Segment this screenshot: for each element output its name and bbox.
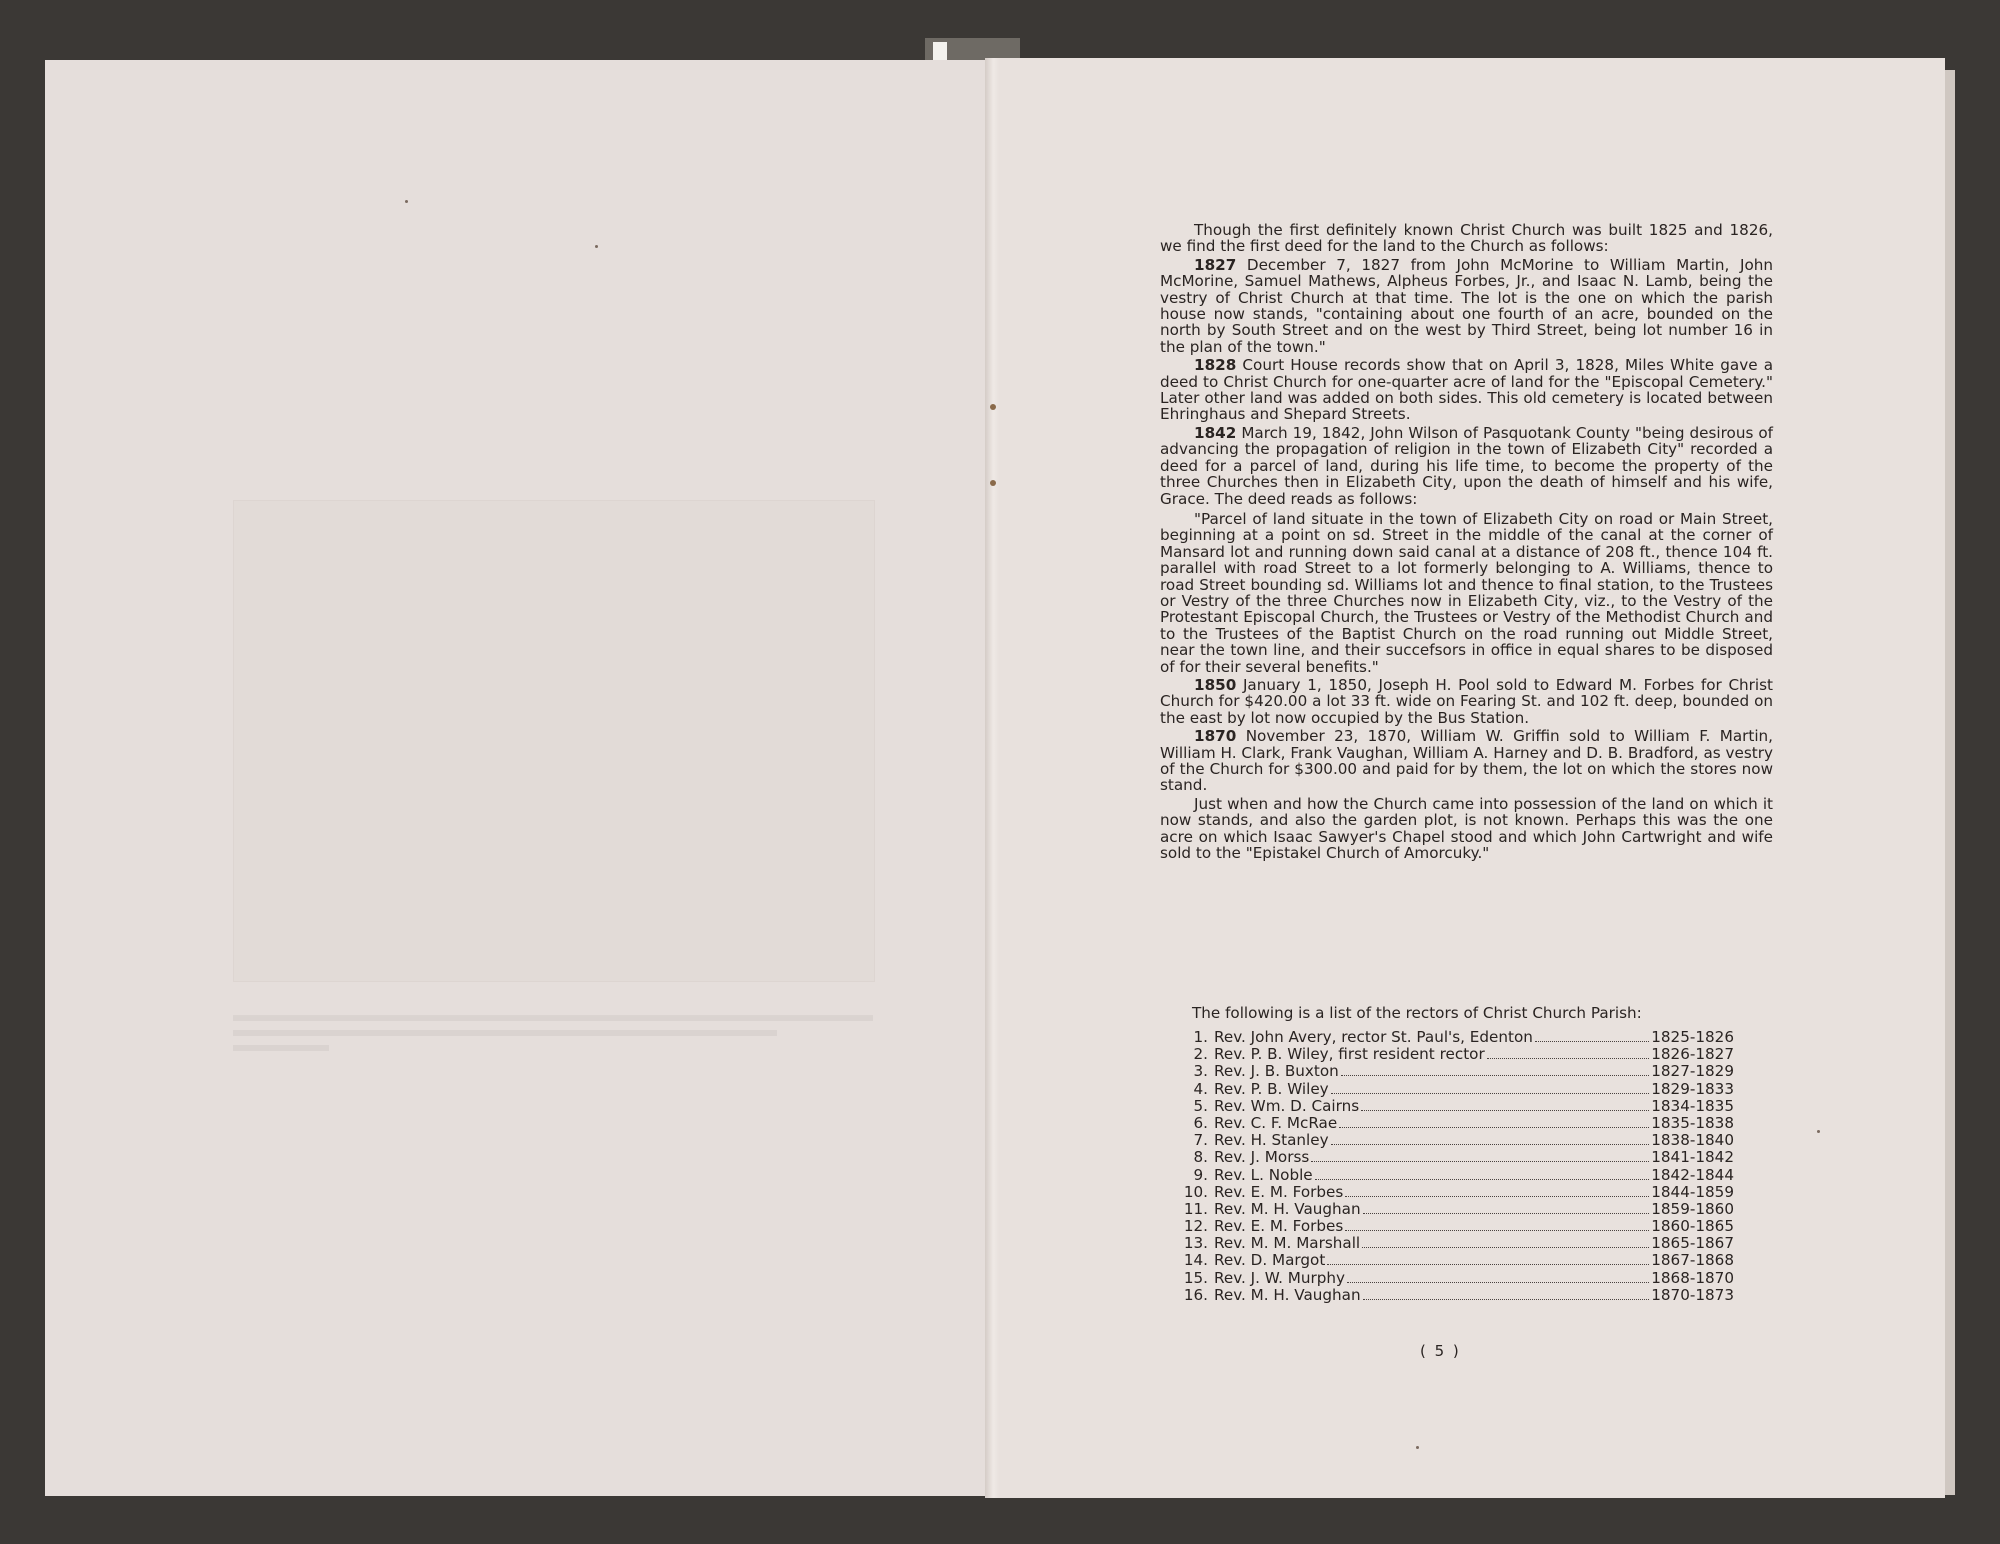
rector-years: 1844-1859 [1651,1182,1734,1201]
rector-years: 1870-1873 [1651,1285,1734,1304]
dot-leader [1363,1213,1650,1214]
entry-text: Court House records show that on April 3, 1828, Miles White gave a deed to Christ Church for one-quarter acre of land for the "Episcopal Cemetery." Later other land was added on both sides. This old cemetery is located between Ehringhaus and Shepard Streets. [1160,356,1773,424]
rector-years: 1868-1870 [1651,1268,1734,1287]
rector-row [1182,1080,1734,1097]
page-number: ( 5 ) [1420,1342,1461,1360]
rector-years: 1827-1829 [1651,1062,1734,1081]
entry-text: January 1, 1850, Joseph H. Pool sold to Edward M. Forbes for Christ Church for $420.00 a lot 33 ft. wide on Fearing St. and 102 ft. deep, bounded on the east by lot now occupied by the Bus Station. [1160,675,1774,727]
entry-1870 [1160,728,1773,794]
rector-row [1182,1183,1734,1200]
paper-speck [1817,1130,1820,1133]
binding-stitch [990,404,996,410]
rector-years: 1865-1867 [1651,1234,1734,1253]
paper-speck [1416,1446,1419,1449]
rector-name: Rev. John Avery, rector St. Paul's, Edenton [1214,1028,1533,1046]
rector-row [1182,1269,1734,1286]
rector-number: 11. [1183,1199,1208,1218]
rector-years: 1829-1833 [1651,1079,1734,1098]
dot-leader [1341,1075,1649,1076]
binding-stitch [990,480,996,486]
rector-number: 4. [1193,1079,1208,1098]
entry-text: March 19, 1842, John Wilson of Pasquotank County "being desirous of advancing the propagation of religion in the town of Elizabeth City" recorded a deed for a parcel of land, during his life time, to become the property of the three Churches then in Elizabeth City, upon the death of himself and his wife, Grace. The deed reads as follows: [1160,423,1774,508]
entry-text: December 7, 1827 from John McMorine to William Martin, John McMorine, Samuel Mathews, Alpheus Forbes, Jr., and Isaac N. Lamb, being the vestry of Christ Church at that time. The lot is the one on which the parish house now stands, "containing about one fourth of an acre, bounded on the north by South Street and on the west by Third Street, being lot number 16 in the plan of the town." [1160,255,1774,356]
rector-number: 6. [1193,1113,1208,1132]
entry-year: 1842 [1194,423,1237,442]
entry-year: 1850 [1194,675,1237,694]
bleed-through-caption [233,1015,873,1055]
entry-year: 1828 [1194,356,1237,375]
rector-row [1182,1234,1734,1251]
rector-number: 1. [1193,1028,1208,1046]
rector-name: Rev. E. M. Forbes [1214,1217,1344,1236]
rector-number: 7. [1193,1131,1208,1150]
dot-leader [1363,1299,1650,1300]
rector-row [1182,1062,1734,1079]
rector-row [1182,1028,1734,1045]
rector-row [1182,1097,1734,1114]
rector-name: Rev. M. M. Marshall [1214,1234,1361,1253]
rector-number: 5. [1193,1096,1208,1115]
rector-number: 15. [1183,1268,1208,1287]
closing-paragraph: Just when and how the Church came into possession of the land on which it now stands, and also the garden plot, is not known. Perhaps this was the one acre on which Isaac Sawyer's Chapel stood and which John Cartwright and wife sold to the "Epistakel Church of Amorcuky." [1160,794,1773,863]
rector-number: 8. [1193,1148,1208,1167]
paper-speck [595,245,598,248]
rector-row [1182,1114,1734,1131]
dot-leader [1331,1144,1650,1145]
rector-row [1182,1286,1734,1303]
rector-number: 10. [1183,1182,1208,1201]
dot-leader [1345,1230,1649,1231]
dot-leader [1347,1282,1649,1283]
rector-row [1182,1148,1734,1165]
entry-year: 1870 [1194,727,1237,746]
entry-text: November 23, 1870, William W. Griffin sold to William F. Martin, William H. Clark, Frank Vaughan, William A. Harney and D. B. Bradford, as vestry of the Church for $300.00 and paid for by them, the lot on which the stores now stand. [1160,727,1773,795]
rector-years: 1842-1844 [1651,1165,1734,1184]
rector-name: Rev. J. B. Buxton [1214,1062,1339,1081]
deed-quote: "Parcel of land situate in the town of Elizabeth City on road or Main Street, beginning at a point on sd. Street in the middle of the canal at the corner of Mansard lot and running down said canal at a distance of 208 ft., thence 104 ft. parallel with road Street to a lot formerly belonging to A. Williams, thence to road Street bounding sd. Williams lot and thence to final station, to the Trustees or Vestry of the three Churches now in Elizabeth City, viz., to the Vestry of the Protestant Episcopal Church, the Trustees or Vestry of the Methodist Church and to the Trustees of the Baptist Church on the road running out Middle Street, near the town line, and their succefsors in office in equal shares to be disposed of for their several benefits." [1160,509,1773,676]
rector-name: Rev. L. Noble [1214,1165,1313,1184]
dot-leader [1535,1041,1649,1042]
rector-number: 16. [1183,1285,1208,1304]
rector-name: Rev. D. Margot [1214,1251,1326,1270]
rector-row [1182,1200,1734,1217]
history-text [1160,222,1773,863]
rector-name: Rev. C. F. McRae [1214,1113,1338,1132]
rector-years: 1867-1868 [1651,1251,1734,1270]
entry-year: 1827 [1194,255,1237,274]
dot-leader [1311,1161,1649,1162]
dot-leader [1345,1196,1649,1197]
rector-number: 2. [1193,1045,1208,1064]
book-gutter [985,58,999,1498]
rector-row [1182,1166,1734,1183]
rector-years: 1825-1826 [1651,1028,1734,1046]
rector-row [1182,1131,1734,1148]
rector-row [1182,1217,1734,1234]
rector-number: 3. [1193,1062,1208,1081]
rector-number: 14. [1183,1251,1208,1270]
rector-row [1182,1251,1734,1268]
rector-years: 1860-1865 [1651,1217,1734,1236]
rector-name: Rev. H. Stanley [1214,1131,1329,1150]
rector-name: Rev. M. H. Vaughan [1214,1285,1361,1304]
entry-1827 [1160,257,1773,355]
rector-name: Rev. Wm. D. Cairns [1214,1096,1360,1115]
rector-name: Rev. J. W. Murphy [1214,1268,1345,1287]
dot-leader [1339,1127,1649,1128]
rector-list [1182,1028,1734,1303]
rector-years: 1834-1835 [1651,1096,1734,1115]
rector-name: Rev. E. M. Forbes [1214,1182,1344,1201]
dot-leader [1331,1093,1650,1094]
dot-leader [1327,1264,1649,1265]
rector-name: Rev. P. B. Wiley [1214,1079,1329,1098]
entry-1828 [1160,357,1773,423]
tab-marker-white [933,42,947,60]
dot-leader [1361,1110,1649,1111]
dot-leader [1487,1058,1650,1059]
rector-years: 1841-1842 [1651,1148,1734,1167]
rector-name: Rev. P. B. Wiley, first resident rector [1214,1045,1485,1064]
rector-years: 1826-1827 [1651,1045,1734,1064]
rector-years: 1859-1860 [1651,1199,1734,1218]
paper-speck [405,200,408,203]
bleed-through-photo [233,500,875,982]
intro-paragraph: Though the first definitely known Christ Church was built 1825 and 1826, we find the first deed for the land to the Church as follows: [1160,221,1773,256]
rector-years: 1835-1838 [1651,1113,1734,1132]
rector-number: 9. [1193,1165,1208,1184]
entry-1850 [1160,677,1773,726]
rector-row [1182,1045,1734,1062]
dot-leader [1315,1179,1650,1180]
rector-list-intro: The following is a list of the rectors of Christ Church Parish: [1192,1004,1642,1022]
rector-years: 1838-1840 [1651,1131,1734,1150]
rector-name: Rev. J. Morss [1214,1148,1310,1167]
rector-number: 12. [1183,1217,1208,1236]
entry-1842 [1160,425,1773,507]
rector-number: 13. [1183,1234,1208,1253]
dot-leader [1362,1247,1649,1248]
page-stack-edge [1945,70,1955,1495]
rector-name: Rev. M. H. Vaughan [1214,1199,1361,1218]
